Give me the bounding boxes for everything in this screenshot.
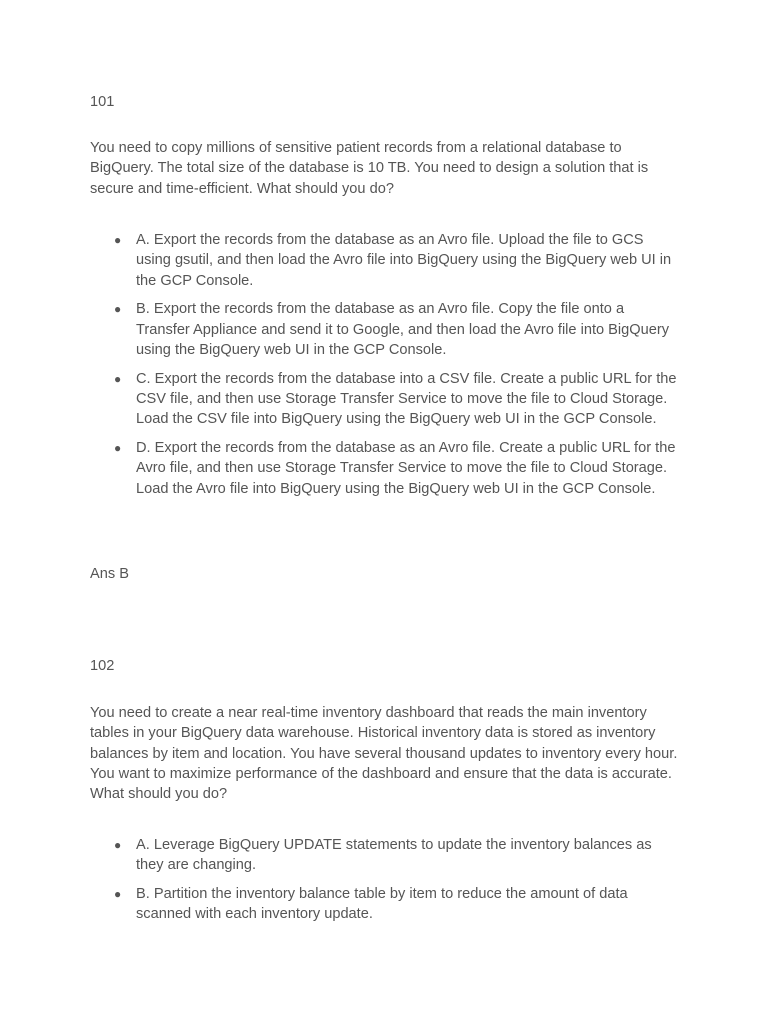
option-text: A. Leverage BigQuery UPDATE statements to update the inventory balances as they are changing. xyxy=(136,837,652,874)
bullet-icon: ● xyxy=(114,887,122,902)
option-item xyxy=(90,299,680,360)
question-number: 101 xyxy=(90,94,115,110)
answer-text: Ans B xyxy=(90,566,129,582)
question-stem: You need to create a near real-time inventory dashboard that reads the main inventory tables in your BigQuery data warehouse. Historical inventory data is stored as inventory balances by item and location. You have several thousand updates to inventory every hour. You want to maximize performance of the dashboard and ensure that the data is accurate. What should you do? xyxy=(90,705,678,803)
option-text: B. Partition the inventory balance table by item to reduce the amount of data scanned with each inventory update. xyxy=(136,886,628,923)
question-number: 102 xyxy=(90,658,115,674)
bullet-icon: ● xyxy=(114,838,122,852)
option-text: A. Export the records from the database as an Avro file. Upload the file to GCS using gsutil, and then load the Avro file into BigQuery using the BigQuery web UI in the GCP Console. xyxy=(136,232,672,289)
option-item xyxy=(90,230,680,291)
bullet-icon: ● xyxy=(114,302,122,317)
option-text: B. Export the records from the database as an Avro file. Copy the file onto a Transfer Appliance and send it to Google, and then load the Avro file into BigQuery using the BigQuery web UI in the GCP Console. xyxy=(136,301,670,358)
bullet-icon: ● xyxy=(114,441,122,456)
option-text: C. Export the records from the database into a CSV file. Create a public URL for the CSV file, and then use Storage Transfer Service to move the file to Cloud Storage. Load the CSV file into BigQuery using the BigQuery web UI in the GCP Console. xyxy=(136,370,677,428)
option-item xyxy=(90,438,680,499)
options-list xyxy=(90,230,680,508)
option-item xyxy=(90,369,680,430)
option-text: D. Export the records from the database as an Avro file. Create a public URL for the Avro file, and then use Storage Transfer Service to move the file to Cloud Storage. Load the Avro file into BigQuery using the BigQuery web UI in the GCP Console. xyxy=(136,440,676,497)
question-stem: You need to copy millions of sensitive patient records from a relational database to BigQuery. The total size of the database is 10 TB. You need to design a solution that is secure and time-efficient. What should you do? xyxy=(90,140,649,197)
option-item xyxy=(90,835,680,876)
bullet-icon: ● xyxy=(114,233,122,247)
bullet-icon: ● xyxy=(114,371,122,386)
options-list xyxy=(90,835,680,933)
option-item xyxy=(90,884,680,925)
